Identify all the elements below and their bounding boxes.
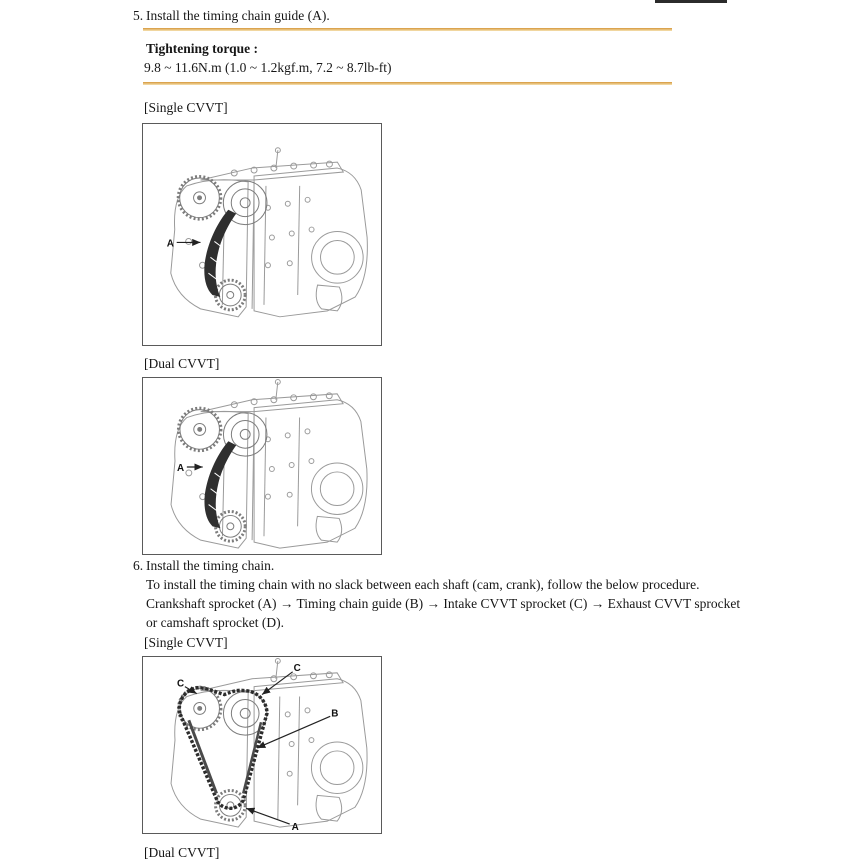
top-edge-artifact <box>655 0 727 3</box>
callout-a-label: A <box>291 822 299 833</box>
step6-title: Install the timing chain. <box>146 558 275 573</box>
callout-c2-label: C <box>293 662 301 674</box>
torque-rule-top <box>143 28 672 31</box>
step5-heading <box>133 6 330 25</box>
engine-diagram-single-cvvt-guide <box>143 124 381 345</box>
torque-label: Tightening torque : <box>146 41 259 56</box>
figure-dual-cvvt-guide <box>142 377 382 555</box>
caption-dual-cvvt-2: [Dual CVVT] <box>144 845 220 860</box>
callout-c1-label: C <box>176 678 185 690</box>
callout-a-label: A <box>166 238 174 250</box>
step5-number: 5. <box>133 8 144 23</box>
callout-c2 <box>262 663 301 695</box>
step6-body-line2: Crankshaft sprocket (A) → Timing chain guide (B) → Intake CVVT sprocket (C) → Exhaust CVVT sprocket or camshaft sprocket (D). <box>146 596 741 630</box>
callout-a-arrow-icon <box>246 808 290 824</box>
step6-body-line1: To install the timing chain with no slack between each shaft (cam, crank), follow the below procedure. <box>146 577 700 592</box>
torque-value: 9.8 ~ 11.6N.m (1.0 ~ 1.2kgf.m, 7.2 ~ 8.7lb-ft) <box>144 60 392 75</box>
callout-a-label: A <box>176 462 185 474</box>
callout-b <box>257 708 338 748</box>
step6-number: 6. <box>133 558 144 573</box>
figure-single-cvvt-guide <box>142 123 382 346</box>
step5-title: Install the timing chain guide (A). <box>146 8 330 23</box>
step6-heading <box>133 556 274 575</box>
engine-diagram-dual-cvvt-guide <box>143 378 381 554</box>
callout-a <box>177 463 203 474</box>
torque-rule-bottom <box>143 82 672 85</box>
figure-single-cvvt-chain <box>142 656 382 834</box>
caption-single-cvvt-2: [Single CVVT] <box>144 635 228 650</box>
caption-dual-cvvt-1: [Dual CVVT] <box>144 356 220 371</box>
callout-a <box>167 238 201 249</box>
callout-b-label: B <box>331 708 339 720</box>
caption-single-cvvt-1: [Single CVVT] <box>144 100 228 115</box>
engine-diagram-single-cvvt-chain <box>143 657 381 833</box>
